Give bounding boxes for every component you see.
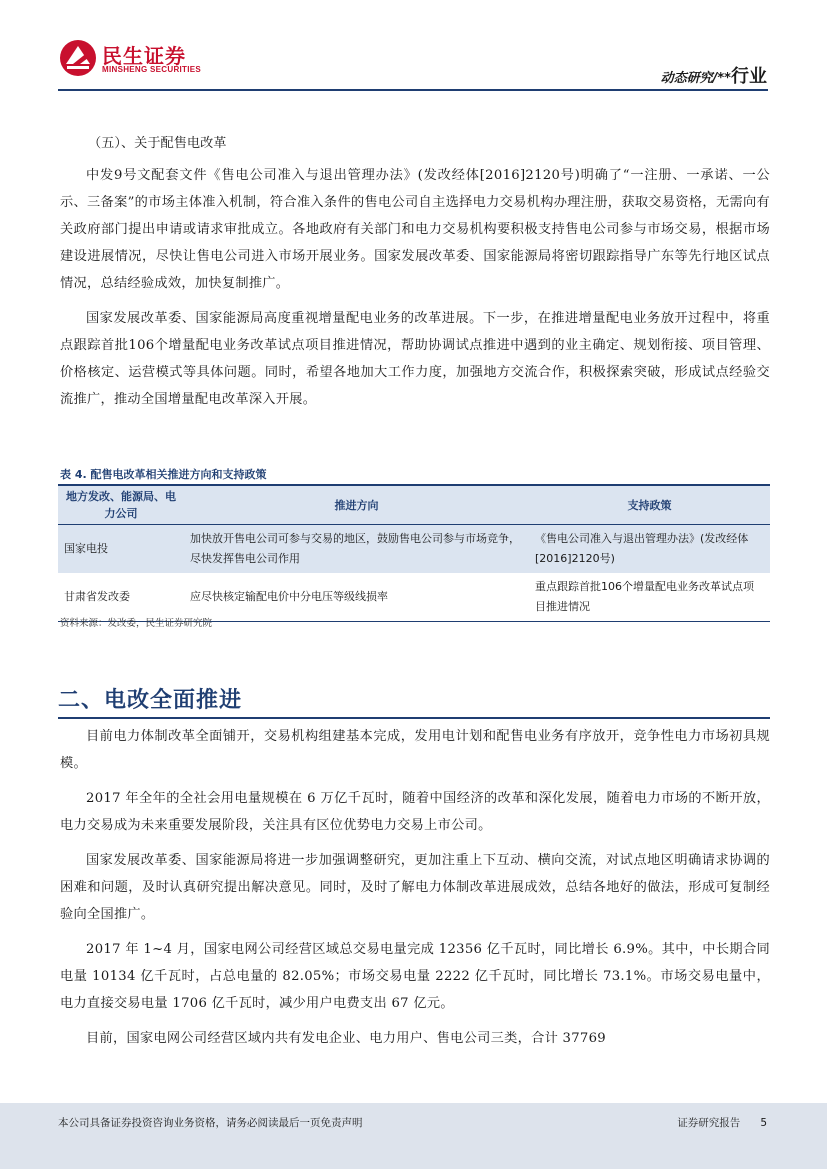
table-cell: 《售电公司准入与退出管理办法》(发改经体[2016]2120号) [529,525,770,574]
section2-body [60,723,770,1052]
table-cell: 加快放开售电公司可参与交易的地区，鼓励售电公司参与市场竞争，尽快发挥售电公司作用 [184,525,529,574]
page-footer [0,1103,827,1169]
page-number: 5 [760,1117,767,1129]
table-cell: 重点跟踪首批106个增量配电业务改革试点项目推进情况 [529,573,770,622]
footer-disclaimer: 本公司具备证券投资咨询业务资格，请务必阅读最后一页免责声明 [58,1117,363,1129]
table-header-cell: 推进方向 [184,485,529,525]
section-title: 二、电改全面推进 [58,688,243,713]
report-category-main: 行业 [731,66,767,87]
table-cell: 应尽快核定输配电价中分电压等级线损率 [184,573,529,622]
footer-right [677,1115,767,1130]
table-source: 资料来源：发改委，民生证券研究院 [60,618,213,629]
subsection-heading: （五）、关于配售电改革 [88,136,227,151]
logo-english-name: MINSHENG SECURITIES [102,65,202,74]
report-type: 证券研究报告 [677,1117,741,1129]
table-title: 表 4. 配售电改革相关推进方向和支持政策 [60,468,267,481]
report-category-prefix: 动态研究/** [660,71,731,86]
table-cell: 国家电投 [58,525,184,574]
table-header-row [58,485,770,525]
page-header [0,0,827,95]
paragraph: 目前电力体制改革全面铺开，交易机构组建基本完成，发用电计划和配售电业务有序放开，竞争性电力市场初具规模。 [60,729,770,771]
table-row [58,525,770,574]
report-category [661,62,767,88]
paragraph: 2017 年 1~4 月，国家电网公司经营区域总交易电量完成 12356 亿千瓦时，同比增长 6.9%。其中，中长期合同电量 10134 亿千瓦时，占总电量的 82.05%；市场交易电量 2222 亿千瓦时，同比增长 73.1%。市场交易电量中，电力直接交易电量 1706 亿千瓦时，减少用户电费支出 67 亿元。 [60,942,770,1011]
table-header-cell: 支持政策 [529,485,770,525]
section5-body [60,162,770,413]
paragraph: 目前，国家电网公司经营区域内共有发电企业、电力用户、售电公司三类，合计 37769 [86,1031,607,1046]
minsheng-logo-icon [58,38,98,78]
paragraph: 中发9号文配套文件《售电公司准入与退出管理办法》(发改经体[2016]2120号)明确了“一注册、一承诺、一公示、三备案”的市场主体准入机制，符合准入条件的售电公司自主选择电力交易机构办理注册，获取交易资格，无需向有关政府部门提出申请或请求审批成立。各地政府有关部门和电力交易机构要积极支持售电公司参与市场交易，根据市场建设进展情况，尽快让售电公司进入市场开展业务。国家发展改革委、国家能源局将密切跟踪指导广东等先行地区试点情况，总结经验成效，加快复制推广。 [60,168,770,291]
paragraph: 2017 年全年的全社会用电量规模在 6 万亿千瓦时，随着中国经济的改革和深化发展，随着电力市场的不断开放，电力交易成为未来重要发展阶段，关注具有区位优势电力交易上市公司。 [60,791,770,833]
header-divider [58,89,768,91]
paragraph: 国家发展改革委、国家能源局高度重视增量配电业务的改革进展。下一步，在推进增量配电业务放开过程中，将重点跟踪首批106个增量配电业务改革试点项目推进情况，帮助协调试点推进中遇到的业主确定、规划衔接、项目管理、价格核定、运营模式等具体问题。同时，希望各地加大工作力度，加强地方交流合作，积极探索突破，形成试点经验交流推广，推动全国增量配电改革深入开展。 [60,311,770,407]
paragraph: 国家发展改革委、国家能源局将进一步加强调整研究，更加注重上下互动、横向交流，对试点地区明确请求协调的困难和问题，及时认真研究提出解决意见。同时，及时了解电力体制改革进展成效，总结各地好的做法，形成可复制经验向全国推广。 [60,853,770,922]
table-header-cell: 地方发改、能源局、电力公司 [58,485,184,525]
company-logo [58,38,208,80]
logo-chinese-name: 民生证券 [102,44,186,68]
section-divider [58,717,770,719]
table-cell: 甘肃省发改委 [58,573,184,622]
policy-table [58,484,770,622]
